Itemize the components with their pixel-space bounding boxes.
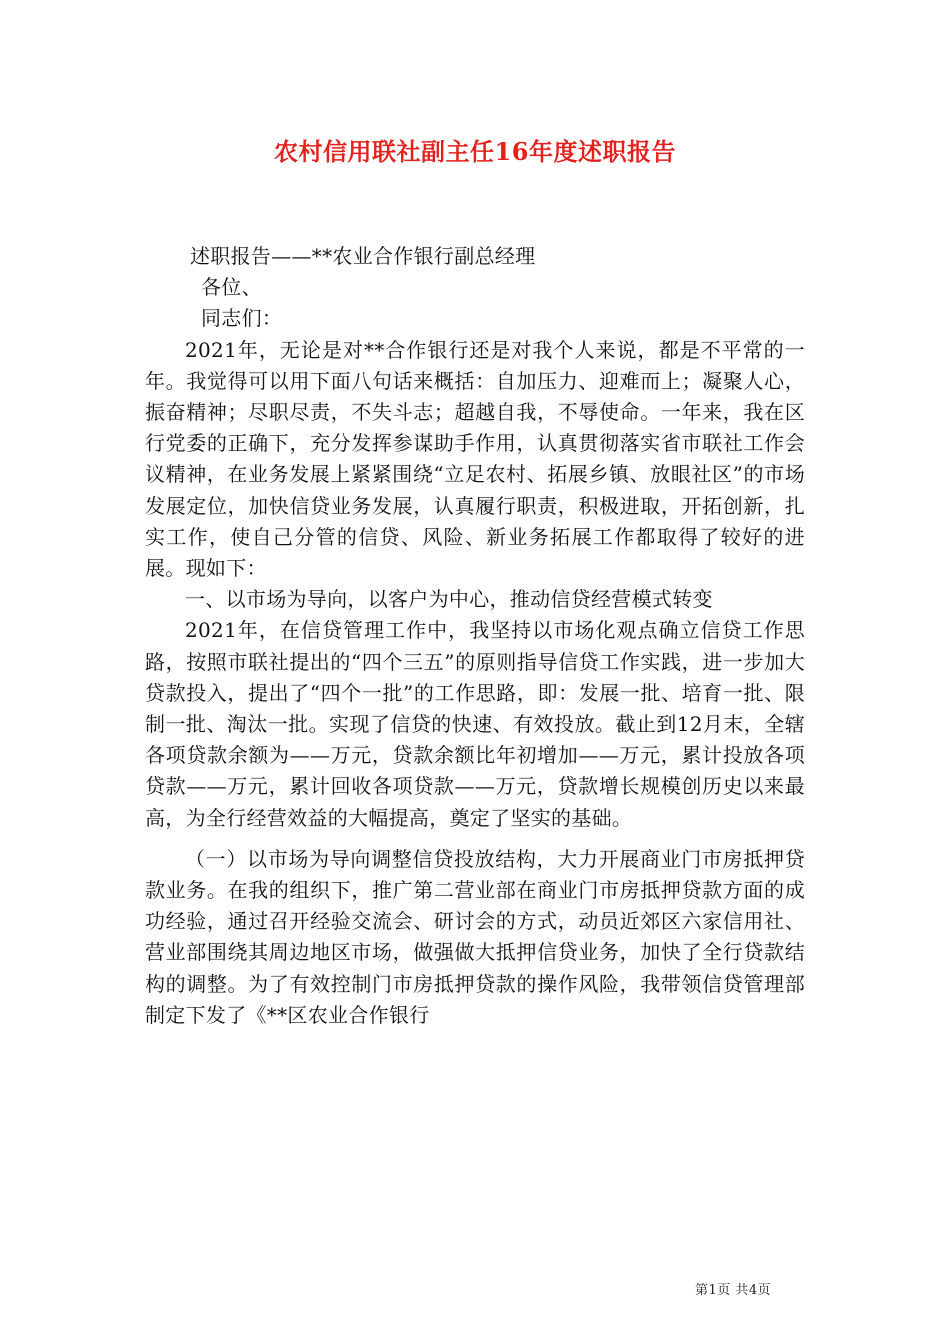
report-subtitle: 述职报告——**农业合作银行副总经理	[190, 244, 536, 268]
salutation-line-2: 同志们：	[201, 306, 283, 331]
document-body	[145, 241, 805, 1031]
document-title: 农村信用联社副主任16年度述职报告	[274, 137, 676, 166]
salutation-line-1: 各位、	[201, 275, 262, 300]
page-number-footer: 第1页 共4页	[695, 1283, 772, 1298]
section-heading-1: 一、以市场为导向，以客户为中心，推动信贷经营模式转变	[185, 587, 713, 612]
body-paragraph-intro: 2021年，无论是对**合作银行还是对我个人来说，都是不平常的一年。我觉得可以用下面八句话来概括：自加压力、迎难而上；凝聚人心，振奋精神；尽职尽责，不失斗志；超越自我，不辱使命。一年来，我在区行党委的正确下，充分发挥参谋助手作用，认真贯彻落实省市联社工作会议精神，在业务发展上紧紧围绕“立足农村、拓展乡镇、放眼社区”的市场发展定位，加快信贷业务发展，认真履行职责，积极进取，开拓创新，扎实工作，使自己分管的信贷、风险、新业务拓展工作都取得了较好的进展。现如下：	[145, 337, 805, 581]
body-paragraph-subsection-1: （一）以市场为导向调整信贷投放结构，大力开展商业门市房抵押贷款业务。在我的组织下，推广第二营业部在商业门市房抵押贷款方面的成功经验，通过召开经验交流会、研讨会的方式，动员近郊区六家信用社、营业部围绕其周边地区市场，做强做大抵押信贷业务，加快了全行贷款结构的调整。为了有效控制门市房抵押贷款的操作风险，我带领信贷管理部制定下发了《**区农业合作银行	[145, 846, 805, 1027]
body-paragraph-credit: 2021年，在信贷管理工作中，我坚持以市场化观点确立信贷工作思路，按照市联社提出的“四个三五”的原则指导信贷工作实践，进一步加大贷款投入，提出了“四个一批”的工作思路，即：发展一批、培育一批、限制一批、淘汰一批。实现了信贷的快速、有效投放。截止到12月末，全辖各项贷款余额为——万元，贷款余额比年初增加——万元，累计投放各项贷款——万元，累计回收各项贷款——万元，贷款增长规模创历史以来最高，为全行经营效益的大幅提高，奠定了坚实的基础。	[145, 618, 805, 830]
